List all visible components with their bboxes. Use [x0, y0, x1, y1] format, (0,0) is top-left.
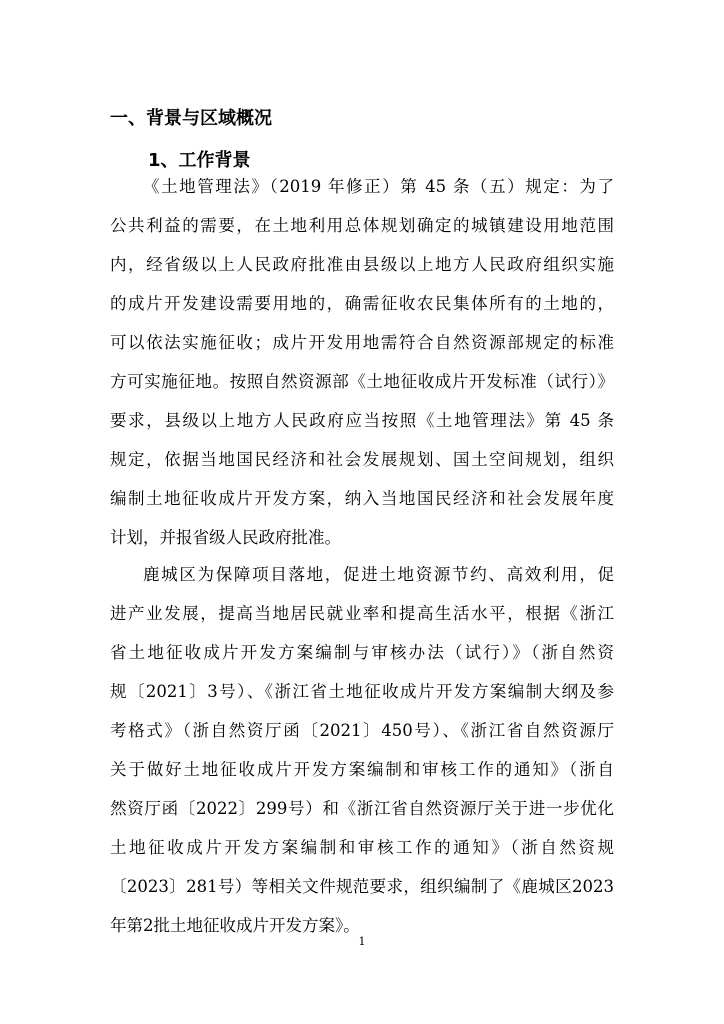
- paragraph-2-line: 关于做好土地征收成片开发方案编制和审核工作的通知》（浙自: [110, 760, 614, 779]
- paragraph-1-line: 《土地管理法》（2019 年修正）第 45 条（五）规定：为了: [143, 177, 614, 196]
- section-heading: 一、背景与区域概况: [110, 108, 272, 129]
- paragraph-1-line: 规定，依据当地国民经济和社会发展规划、国土空间规划，组织: [110, 450, 614, 469]
- paragraph-1-line: 公共利益的需要，在土地利用总体规划确定的城镇建设用地范围: [110, 216, 614, 235]
- paragraph-1-line: 可以依法实施征收；成片开发用地需符合自然资源部规定的标准: [110, 333, 614, 352]
- paragraph-2-line: 进产业发展，提高当地居民就业率和提高生活水平，根据《浙江: [110, 604, 614, 623]
- page-number: 1: [358, 935, 366, 948]
- paragraph-2-line: 土地征收成片开发方案编制和审核工作的通知》（浙自然资规: [110, 838, 614, 857]
- paragraph-1-line: 编制土地征收成片开发方案，纳入当地国民经济和社会发展年度: [110, 489, 614, 508]
- paragraph-1-line: 内，经省级以上人民政府批准由县级以上地方人民政府组织实施: [110, 255, 614, 274]
- paragraph-2-line: 考格式》（浙自然资厅函〔2021〕450号）、《浙江省自然资源厅: [110, 721, 614, 740]
- paragraph-2-line: 然资厅函〔2022〕299号）和《浙江省自然资源厅关于进一步优化: [110, 799, 614, 818]
- paragraph-1-line: 计划，并报省级人民政府批准。: [110, 528, 341, 547]
- paragraph-2-line: 鹿城区为保障项目落地，促进土地资源节约、高效利用，促: [143, 565, 614, 584]
- paragraph-1-line: 的成片开发建设需要用地的，确需征收农民集体所有的土地的，: [110, 294, 614, 313]
- paragraph-2-line: 年第2批土地征收成片开发方案》。: [110, 916, 360, 935]
- subsection-heading: 1、工作背景: [148, 150, 251, 171]
- paragraph-2-line: 规〔2021〕3号）、《浙江省土地征收成片开发方案编制大纲及参: [110, 682, 614, 701]
- paragraph-1-line: 方可实施征地。按照自然资源部《土地征收成片开发标准（试行）》: [110, 372, 614, 391]
- paragraph-2-line: 〔2023〕281号）等相关文件规范要求，组织编制了《鹿城区2023: [110, 877, 614, 896]
- paragraph-1-line: 要求，县级以上地方人民政府应当按照《土地管理法》第 45 条: [110, 411, 614, 430]
- paragraph-2-line: 省土地征收成片开发方案编制与审核办法（试行）》（浙自然资: [110, 643, 614, 662]
